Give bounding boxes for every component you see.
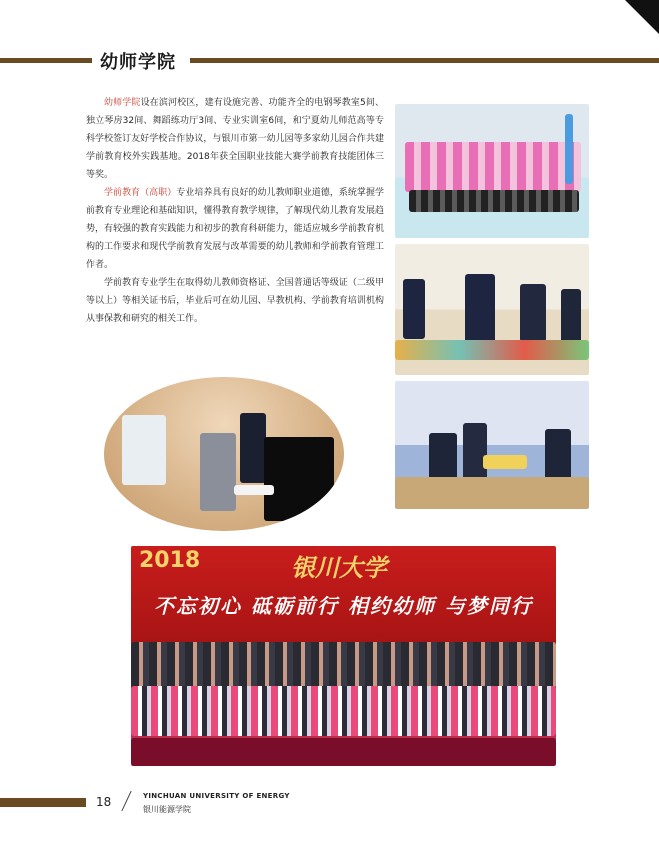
header-rule-right [190,58,659,63]
stage-year: 2018 [139,548,201,573]
header-rule-left [0,58,92,63]
photo-group-students [395,104,589,238]
photo-kindergarten [395,381,589,509]
photo-training-room [395,244,589,375]
stage-school: 银川大学 [291,554,387,582]
paragraph-2-text: 专业培养具有良好的幼儿教师职业道德，系统掌握学前教育专业理论和基础知识，懂得教育教学规律，了解现代幼儿教育发展趋势，有较强的教育实践能力和初步的教育科研能力，能适应城乡学前教育机构的工作要求和现代学前教育发展与改革需要的幼儿教师和学前教育管理工作者。 [86,188,384,270]
paragraph-3 [86,274,384,328]
photo-stage-group [131,546,556,766]
stage-banner: 不忘初心 砥砺前行 相约幼师 与梦同行 [154,594,533,618]
footer-university-cn: 银川能源学院 [143,805,191,814]
paragraph-3-text: 学前教育专业学生在取得幼儿教师资格证、全国普通话等级证（二级甲等以上）等相关证书后，毕业后可在幼儿园、早教机构、学前教育培训机构从事保教和研究的相关工作。 [86,278,384,324]
corner-decoration [625,0,659,34]
footer-rule [0,798,86,807]
paragraph-1 [86,94,384,184]
paragraph-1-text: 设在滨河校区，建有设施完善、功能齐全的电钢琴教室5间、独立琴房32间、舞蹈练功厅3间、专业实训室6间，和宁夏幼儿师范高等专科学校签订友好学校合作协议，与银川市第一幼儿园等多家幼儿园合作共建学前教育校外实践基地。2018年获全国职业技能大赛学前教育技能团体三等奖。 [86,98,384,180]
footer-divider [121,791,131,811]
highlight-college: 幼师学院 [104,98,141,108]
paragraph-2 [86,184,384,274]
footer-university-en: YINCHUAN UNIVERSITY OF ENERGY [143,792,290,800]
body-text [86,94,384,328]
photo-piano-lesson [104,377,344,531]
highlight-major: 学前教育（高职） [104,188,177,198]
page-title: 幼师学院 [100,52,176,73]
page-number: 18 [96,795,112,809]
